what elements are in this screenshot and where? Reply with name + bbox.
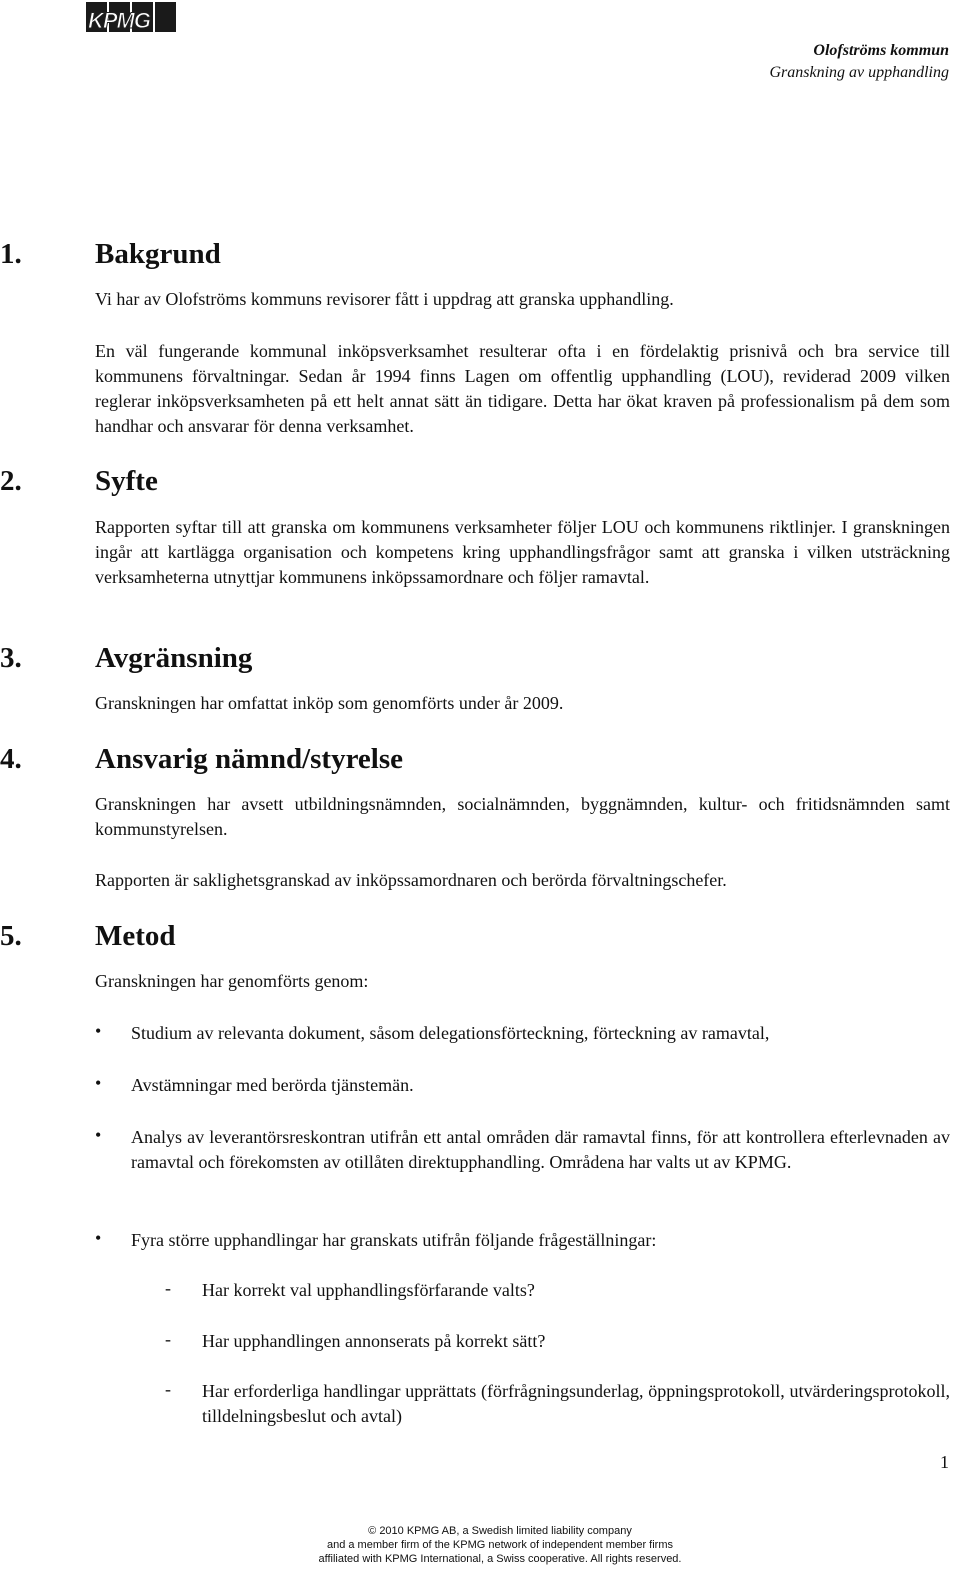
footer-line: © 2010 KPMG AB, a Swedish limited liability company	[368, 1525, 632, 1537]
sub-list-item: Har korrekt val upphandlingsförfarande valts?	[202, 1280, 535, 1300]
dash-marker: -	[165, 1329, 171, 1349]
section-number: 3.	[0, 642, 22, 674]
page-header	[769, 40, 949, 84]
footer-line: affiliated with KPMG International, a Swiss cooperative. All rights reserved.	[318, 1553, 682, 1565]
section-title-syfte: Syfte	[95, 465, 158, 497]
paragraph: Vi har av Olofströms kommuns revisorer fått i uppdrag att granska upphandling.	[95, 289, 674, 309]
section-number: 2.	[0, 465, 22, 497]
header-municipality: Olofströms kommun	[813, 42, 949, 59]
list-item: Fyra större upphandlingar har granskats utifrån följande frågeställningar:	[131, 1230, 657, 1250]
section-number: 1.	[0, 238, 22, 270]
sub-list-item: Har erforderliga handlingar upprättats (förfrågningsunderlag, öppningsprotokoll, utvärderingsprotokoll, tilldelningsbeslut och avtal)	[202, 1381, 950, 1426]
logo-text: KPMG	[88, 8, 150, 33]
list-item: Avstämningar med berörda tjänstemän.	[131, 1075, 414, 1095]
section-number: 5.	[0, 920, 22, 952]
paragraph: Rapporten är saklighetsgranskad av inköpssamordnaren och berörda förvaltningschefer.	[95, 870, 727, 890]
section-title-bakgrund: Bakgrund	[95, 238, 221, 270]
list-item: Analys av leverantörsreskontran utifrån ett antal områden där ramavtal finns, för att kontrollera efterlevnaden av ramavtal och förekomsten av otillåten direktupphandling. Områdena har valts ut av KPMG.	[131, 1127, 950, 1172]
dash-marker: -	[165, 1278, 171, 1298]
paragraph: En väl fungerande kommunal inköpsverksamhet resulterar ofta i en fördelaktig prisnivå och bra service till kommunens förvaltningar. Sedan år 1994 finns Lagen om offentlig upphandling (LOU), reviderad 2009 vilken reglerar inköpsverksamheten på ett helt annat sätt än tidigare. Detta har ökat kraven på professionalism på dem som handhar och ansvarar för denna verksamhet.	[95, 341, 950, 436]
sub-list-item: Har upphandlingen annonserats på korrekt sätt?	[202, 1331, 546, 1351]
list-item: Studium av relevanta dokument, såsom delegationsförteckning, förteckning av ramavtal,	[131, 1023, 770, 1043]
paragraph: Granskningen har avsett utbildningsnämnden, socialnämnden, byggnämnden, kultur- och fritidsnämnden samt kommunstyrelsen.	[95, 794, 950, 839]
section-title-ansvarig-namnd: Ansvarig nämnd/styrelse	[95, 743, 404, 775]
footer	[0, 1524, 960, 1566]
section-title-avgransning: Avgränsning	[95, 642, 253, 674]
bullet-marker: •	[95, 1125, 102, 1145]
page-number: 1	[940, 1452, 949, 1472]
header-report-title: Granskning av upphandling	[769, 64, 949, 81]
dash-marker: -	[165, 1379, 171, 1399]
bullet-marker: •	[95, 1073, 102, 1093]
paragraph: Granskningen har omfattat inköp som genomförts under år 2009.	[95, 693, 564, 713]
bullet-marker: •	[95, 1228, 102, 1248]
section-number: 4.	[0, 743, 22, 775]
paragraph: Granskningen har genomförts genom:	[95, 971, 369, 991]
footer-line: and a member firm of the KPMG network of independent member firms	[326, 1539, 674, 1551]
paragraph: Rapporten syftar till att granska om kommunens verksamheter följer LOU och kommunens riktlinjer. I granskningen ingår att kartlägga organisation och kompetens kring upphandlingsfrågor samt att granska i vilken utsträckning verksamheterna utnyttjar kommunens inköpssamordnare och följer ramavtal.	[95, 517, 950, 587]
bullet-marker: •	[95, 1021, 102, 1041]
kpmg-logo	[86, 2, 178, 38]
section-title-metod: Metod	[95, 920, 176, 952]
